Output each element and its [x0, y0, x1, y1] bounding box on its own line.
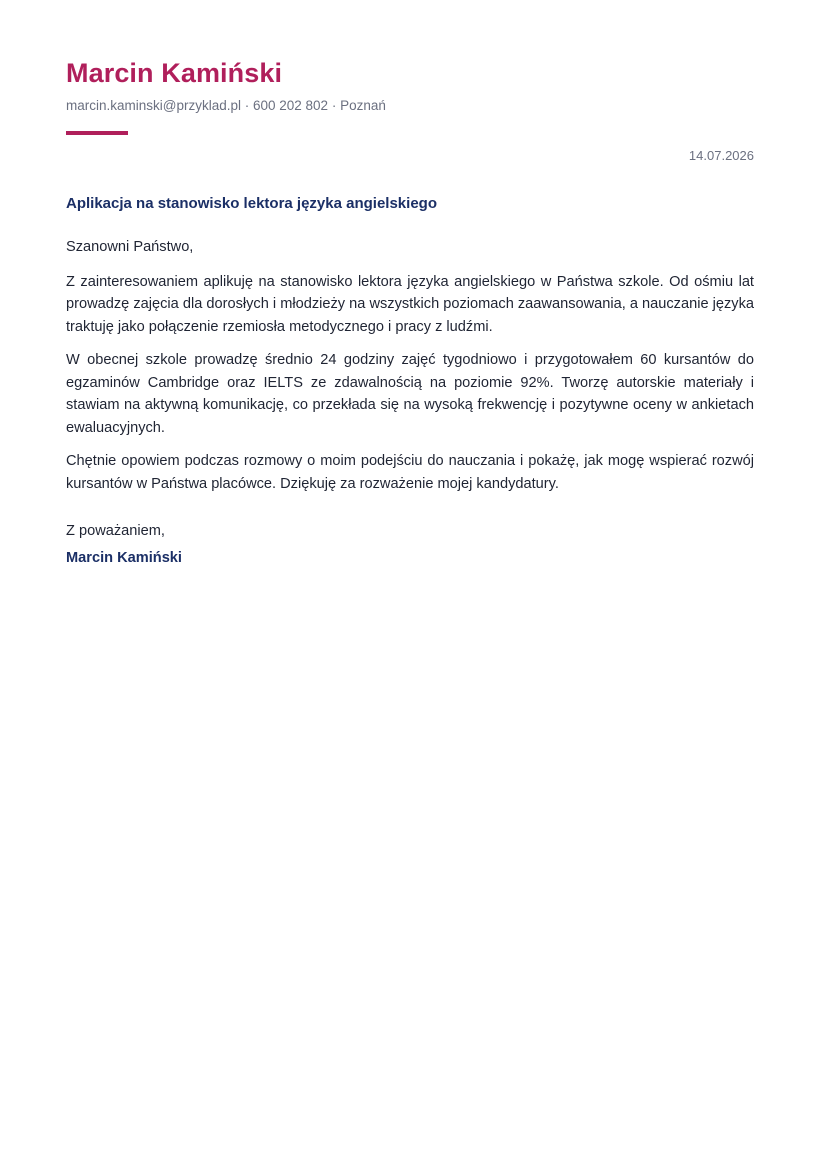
letter-paragraph-1: Z zainteresowaniem aplikuję na stanowisko lektora języka angielskiego w Państwa szkole. Od ośmiu lat prowadzę zajęcia dla dorosłych i młodzieży na wszystkich poziomach zaawansowania, a nauczanie języka traktuję jako połączenie rzemiosła metodycznego i pracy z ludźmi. [66, 273, 754, 335]
letter-paragraph-3: Chętnie opowiem podczas rozmowy o moim podejściu do nauczania i pokażę, jak mogę wspierać rozwój kursantów w Państwa placówce. Dziękuję za rozważenie mojej kandydatury. [66, 453, 754, 492]
letter-date: 14.07.2026 [688, 148, 754, 163]
sender-contact-line: marcin.kaminski@przyklad.pl · 600 202 802 · Poznań [66, 98, 386, 113]
sender-name: Marcin Kamiński [66, 58, 283, 88]
letter-signature: Marcin Kamiński [66, 549, 182, 566]
letter-subject: Aplikacja na stanowisko lektora języka angielskiego [66, 195, 437, 212]
letter-body [66, 236, 754, 569]
header-accent-rule [66, 131, 128, 135]
letter-paragraph-2: W obecnej szkole prowadzę średnio 24 godziny zajęć tygodniowo i przygotowałem 60 kursantów do egzaminów Cambridge oraz IELTS ze zdawalnością na poziomie 92%. Tworzę autorskie materiały i stawiam na aktywną komunikację, co przekłada się na wysoką frekwencję i pozytywne oceny w ankietach ewaluacyjnych. [66, 352, 754, 436]
letter-closing: Z poważaniem, [66, 523, 165, 539]
letter-greeting: Szanowni Państwo, [66, 239, 194, 255]
